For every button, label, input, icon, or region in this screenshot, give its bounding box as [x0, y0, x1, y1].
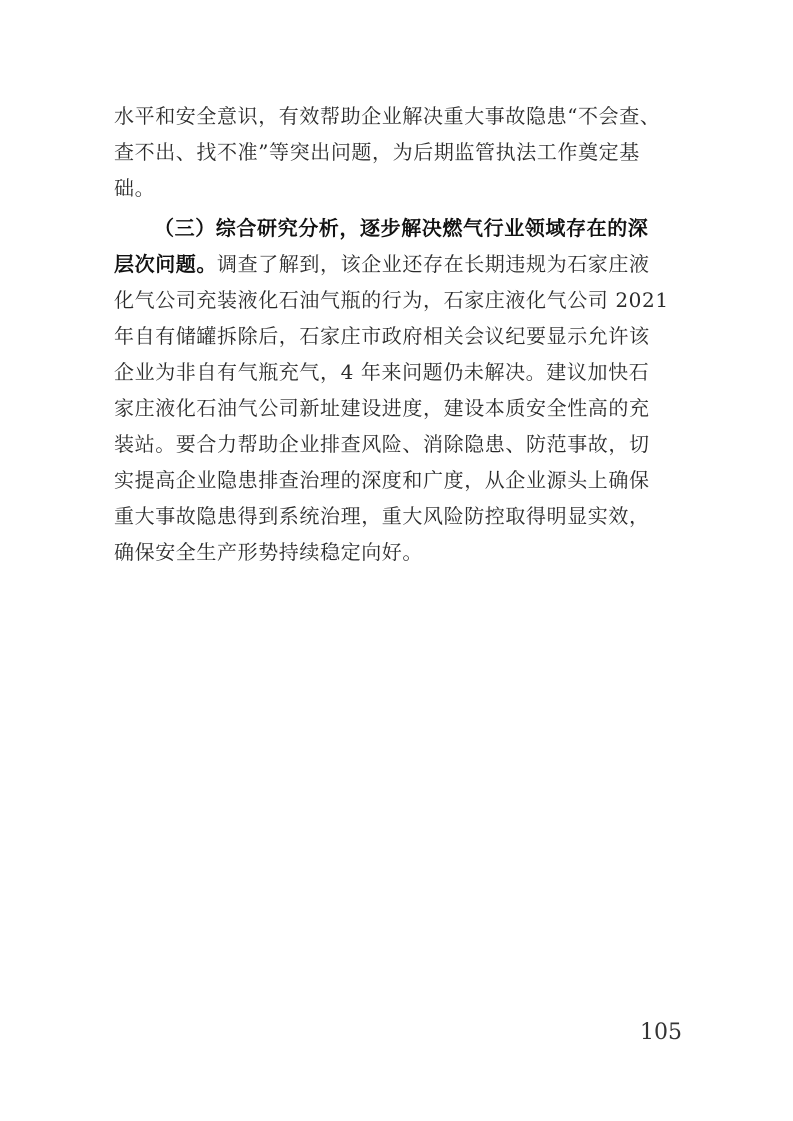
page-number: 105: [640, 1020, 682, 1045]
text-line: 企业为非自有气瓶充气，4 年来问题仍未解决。建议加快石: [114, 360, 650, 384]
section-heading-line: （三）综合研究分析，逐步解决燃气行业领域存在的深: [154, 216, 649, 240]
text-line: 确保安全生产形势持续稳定向好。: [114, 540, 423, 564]
text-line: 重大事故隐患得到系统治理，重大风险防控取得明显实效，: [114, 504, 650, 528]
text-line: 年自有储罐拆除后，石家庄市政府相关会议纪要显示允许该: [114, 324, 650, 348]
text-line: 家庄液化石油气公司新址建设进度，建设本质安全性高的充: [114, 396, 650, 420]
section-heading-tail: 层次问题。: [114, 252, 217, 276]
text-line: 实提高企业隐患排查治理的深度和广度，从企业源头上确保: [114, 468, 650, 492]
text-line: 化气公司充装液化石油气瓶的行为，石家庄液化气公司 2021: [114, 288, 669, 312]
text-line: [114, 246, 674, 282]
section-three-paragraph: [114, 210, 674, 570]
text-line: 装站。要合力帮助企业排查风险、消除隐患、防范事故，切: [114, 432, 650, 456]
paragraph-continuation: [114, 98, 674, 206]
text-line-rest: 调查了解到，该企业还存在长期违规为石家庄液: [217, 252, 650, 276]
text-line: 查不出、找不准”等突出问题，为后期监管执法工作奠定基: [114, 140, 640, 164]
text-line: 水平和安全意识，有效帮助企业解决重大事故隐患“不会查、: [114, 104, 661, 128]
text-line: 础。: [114, 176, 156, 200]
